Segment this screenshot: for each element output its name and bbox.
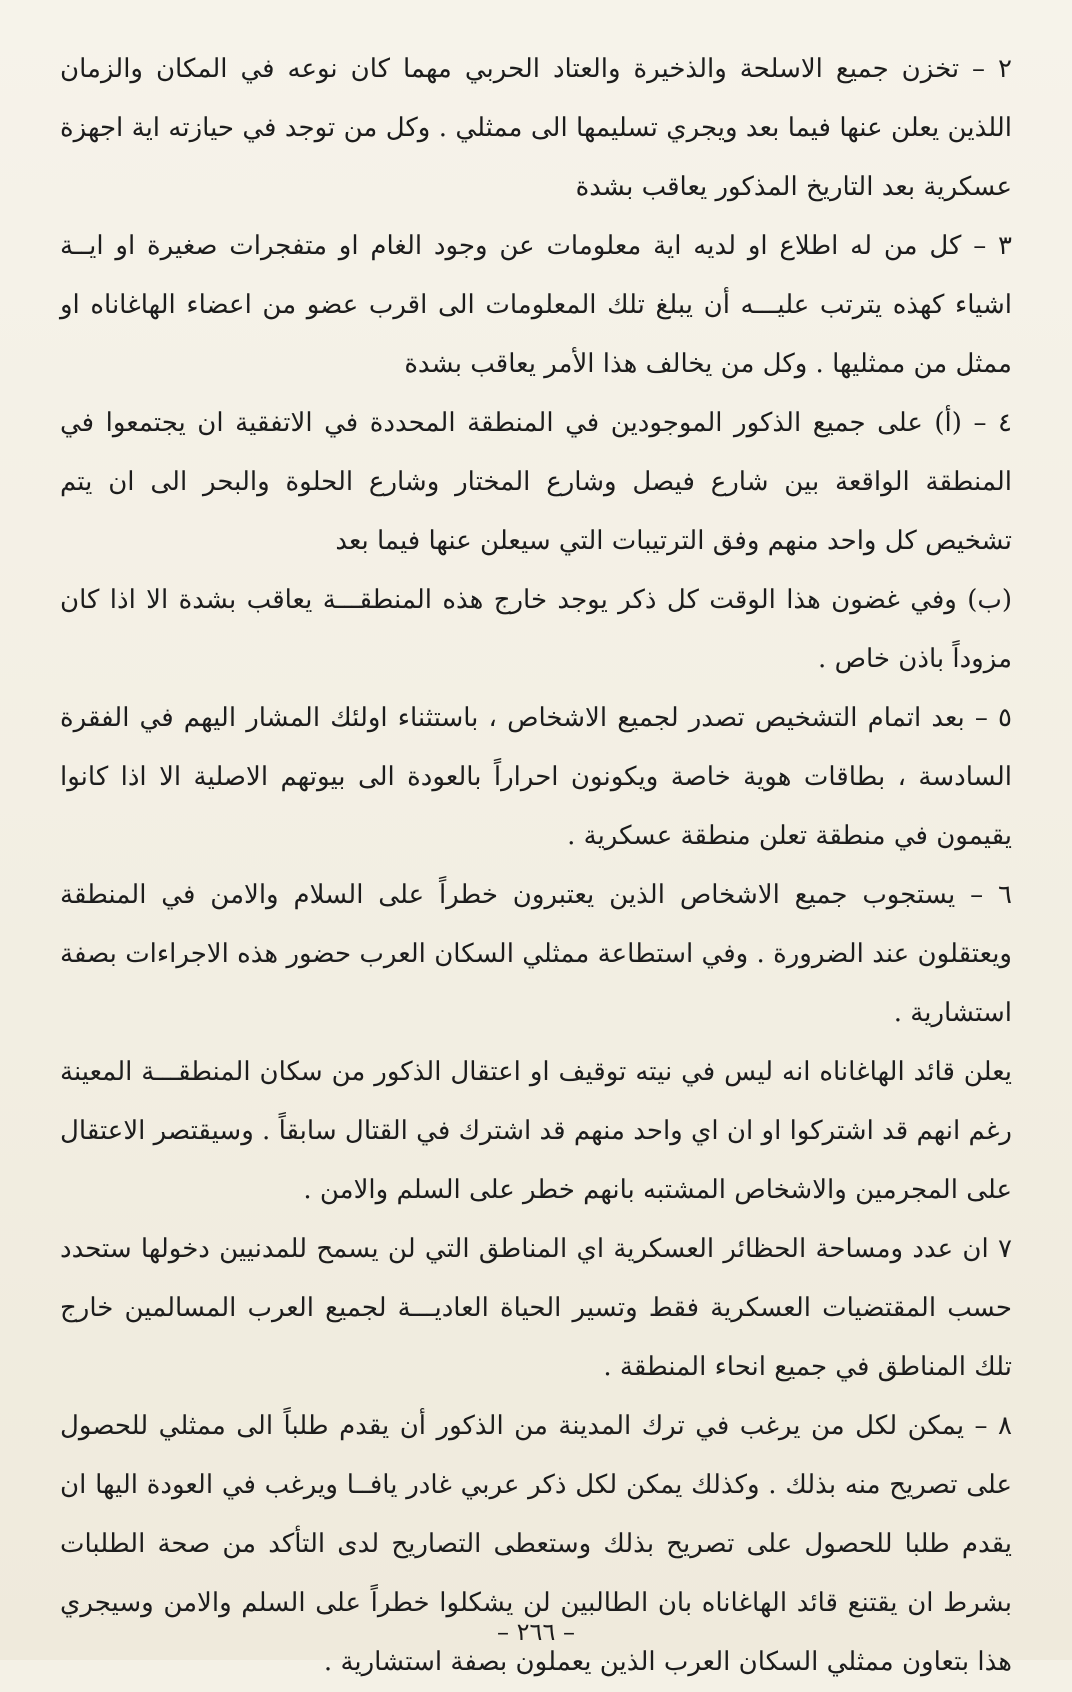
page-number: – ٢٦٦ – <box>497 1618 575 1646</box>
paragraph-item-8: ٨ – يمكن لكل من يرغب في ترك المدينة من الذكور أن يقدم طلباً الى ممثلي للحصول على تصريح منه بذلك . وكذلك يمكن لكل ذكر عربي غادر يافــا ويرغب في العودة اليها ان يقدم طلبا للحصول على تصريح بذلك وستعطى التصاريح لدى التأكد من صحة الطلبات بشرط ان يقتنع قائد الهاغاناه بان الطالبين لن يشكلوا خطراً على السلم والامن وسيجري هذا بتعاون ممثلي السكان العرب الذين يعملون بصفة استشارية . <box>60 1411 1012 1677</box>
paragraph-item-4a: ٤ – (أ) على جميع الذكور الموجودين في المنطقة المحددة في الاتفقية ان يجتمعوا في المنطقة الواقعة بين شارع فيصل وشارع المختار وشارع الحلوة والبحر الى ان يتم تشخيص كل واحد منهم وفق الترتيبات التي سيعلن عنها فيما بعد <box>60 408 1012 556</box>
paragraph-item-5: ٥ – بعد اتمام التشخيص تصدر لجميع الاشخاص ، باستثناء اولئك المشار اليهم في الفقرة السادسة ، بطاقات هوية خاصة ويكونون احراراً بالعودة الى بيوتهم الاصلية الا اذا كانوا يقيمون في منطقة تعلن منطقة عسكرية . <box>60 703 1012 851</box>
paragraph-item-3: ٣ – كل من له اطلاع او لديه اية معلومات عن وجود الغام او متفجرات صغيرة او ايــة اشياء كهذه يترتب عليـــه أن يبلغ تلك المعلومات الى اقرب عضو من اعضاء الهاغاناه او ممثل من ممثليها . وكل من يخالف هذا الأمر يعاقب بشدة <box>60 231 1012 379</box>
paragraph-item-7: ٧ ان عدد ومساحة الحظائر العسكرية اي المناطق التي لن يسمح للمدنيين دخولها ستحدد حسب المقتضيات العسكرية فقط وتسير الحياة العاديـــة لجميع العرب المسالمين خارج تلك المناطق في جميع انحاء المنطقة . <box>60 1234 1012 1382</box>
paragraph-item-4b: (ب) وفي غضون هذا الوقت كل ذكر يوجد خارج هذه المنطقـــة يعاقب بشدة الا اذا كان مزوداً باذن خاص . <box>60 585 1012 674</box>
paragraph-item-6: ٦ – يستجوب جميع الاشخاص الذين يعتبرون خطراً على السلام والامن في المنطقة ويعتقلون عند الضرورة . وفي استطاعة ممثلي السكان العرب حضور هذه الاجراءات بصفة استشارية . <box>60 880 1012 1028</box>
paragraph-item-2: ٢ – تخزن جميع الاسلحة والذخيرة والعتاد الحربي مهما كان نوعه في المكان والزمان اللذين يعلن عنها فيما بعد ويجري تسليمها الى ممثلي . وكل من توجد في حيازته اية اجهزة عسكرية بعد التاريخ المذكور يعاقب بشدة <box>60 54 1012 202</box>
paragraph-haganah-statement: يعلن قائد الهاغاناه انه ليس في نيته توقيف او اعتقال الذكور من سكان المنطقـــة المعينة رغم انهم قد اشتركوا او ان اي واحد منهم قد اشترك في القتال سابقاً . وسيقتصر الاعتقال على المجرمين والاشخاص المشتبه بانهم خطر على السلم والامن . <box>60 1057 1012 1205</box>
document-body <box>60 40 1012 1692</box>
